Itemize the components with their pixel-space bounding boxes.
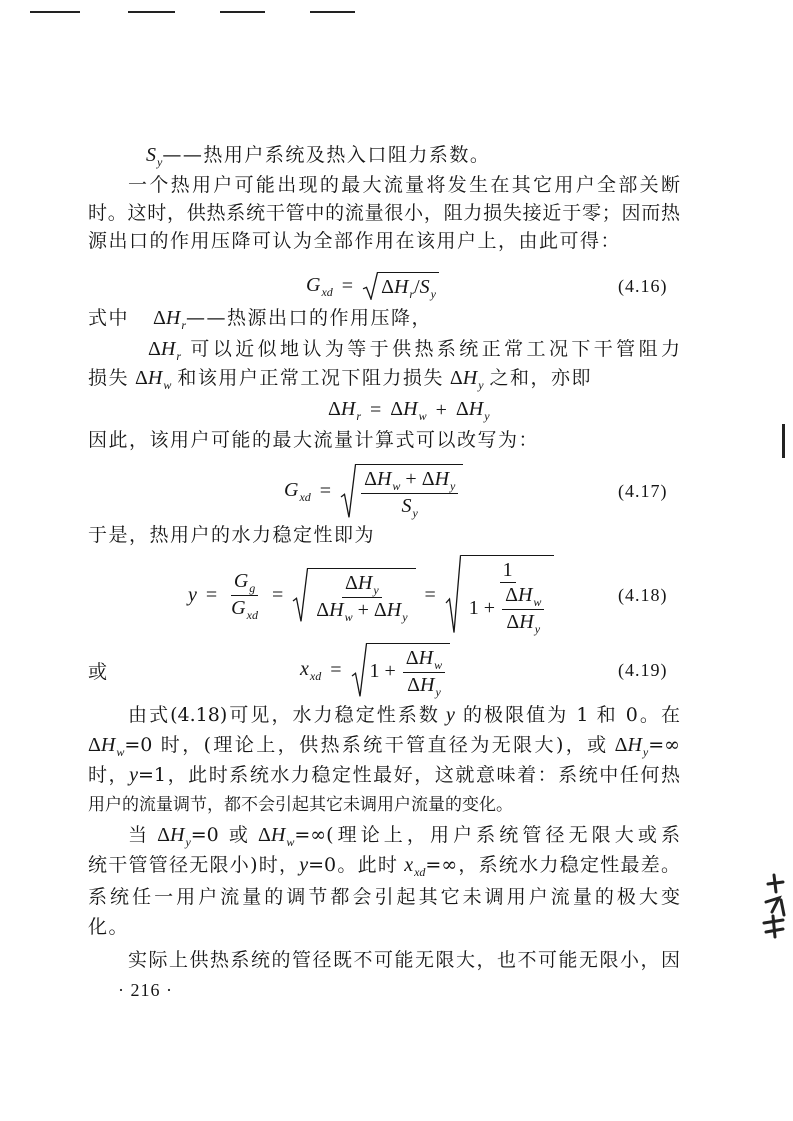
equals-sign: =: [319, 480, 332, 502]
subscript-w: w: [434, 657, 443, 672]
paragraph-line: [88, 761, 680, 789]
subscript-r: r: [181, 318, 187, 332]
margin-bar-mark: [782, 424, 785, 458]
paragraph-line: 因此，该用户可能的最大流量计算式可以改写为：: [88, 429, 540, 451]
equation-body: [188, 553, 554, 637]
line-text: 和该用户正常工况下阻力损失: [177, 367, 444, 389]
square-root: [340, 464, 463, 519]
s-y-symbol: [146, 144, 163, 169]
h-symbol: H: [160, 338, 176, 360]
paragraph-line: [148, 335, 680, 363]
h-symbol: H: [147, 367, 163, 389]
equation-4-19: [0, 643, 793, 697]
delta-symbol: Δ: [88, 734, 101, 756]
radical-sign-icon: [351, 643, 367, 698]
fraction: [228, 570, 261, 621]
paragraph-line: 化。: [88, 916, 130, 938]
paragraph-line: 实际上供热系统的管径既不可能无限大，也不可能无限小，因: [128, 949, 680, 971]
radical-sign-icon: [340, 464, 356, 519]
one-digit: 1: [468, 597, 479, 620]
subscript-r: r: [409, 287, 415, 301]
g-symbol: G: [284, 479, 299, 501]
line-text: =∞，系统水力稳定性最差。: [425, 854, 680, 876]
y-symbol: y: [299, 854, 309, 876]
dh-y: [506, 611, 541, 636]
equals-sign: =: [271, 584, 284, 606]
delta-symbol: Δ: [364, 467, 377, 490]
delta-symbol: Δ: [148, 338, 161, 360]
h-symbol: H: [517, 584, 533, 606]
equation-body: [328, 396, 490, 424]
g-xd: [306, 274, 333, 298]
radicand: [356, 464, 463, 519]
line-text: 损失: [88, 367, 130, 389]
paragraph-line: 用户的流量调节，都不会引起其它未调用户流量的变化。: [88, 795, 513, 815]
subscript-y: y: [478, 378, 484, 392]
one-digit: 1: [502, 559, 513, 581]
numerator: [500, 559, 516, 583]
paragraph-line: [128, 821, 680, 849]
delta-symbol: Δ: [407, 673, 420, 696]
dh-y: [373, 598, 408, 624]
dh-r: [153, 307, 187, 332]
line-text: 可以近似地认为等于供热系统正常工况下干管阻力: [187, 338, 680, 360]
slash-sign: /: [414, 276, 420, 298]
equation-4-17: [0, 462, 793, 520]
numerator: [231, 570, 258, 596]
paragraph-line: [88, 364, 592, 392]
paragraph-line: 时。这时，供热系统干管中的流量很小，阻力损失接近于零；因而热: [88, 202, 680, 224]
fraction: [361, 468, 458, 519]
x-xd: [300, 658, 321, 682]
subscript-y: y: [642, 745, 649, 759]
h-symbol: H: [340, 398, 356, 420]
subscript-xd: xd: [309, 669, 322, 683]
h-symbol: H: [403, 398, 418, 420]
g-symbol: G: [233, 569, 249, 592]
h-symbol: H: [462, 367, 478, 389]
delta-symbol: Δ: [505, 584, 518, 606]
denominator: [466, 583, 550, 635]
dh-w: [88, 734, 125, 759]
h-symbol: H: [627, 734, 642, 756]
plus-sign: +: [405, 467, 417, 490]
h-symbol: H: [329, 598, 344, 621]
fraction: [466, 559, 550, 635]
dh-y: [614, 734, 649, 759]
h-symbol: H: [357, 571, 373, 594]
line-text: 统干管管径无限小)时，: [88, 854, 300, 876]
radical-sign-icon: [292, 568, 308, 623]
delta-symbol: Δ: [328, 398, 341, 420]
radical-sign-icon: [445, 555, 461, 635]
paragraph-line: 系统任一用户流量的调节都会引起其它未调用户流量的极大变: [88, 886, 680, 908]
x-xd: [404, 854, 426, 879]
one-digit: 1: [369, 659, 380, 682]
numerator: [361, 468, 458, 494]
h-symbol: H: [386, 598, 402, 621]
g-symbol: G: [231, 596, 246, 619]
h-symbol: H: [270, 824, 286, 846]
equation-body: [300, 643, 450, 697]
s-symbol: S: [146, 144, 156, 166]
delta-symbol: Δ: [345, 571, 358, 594]
delta-symbol: Δ: [381, 276, 394, 298]
equals-sign: =: [424, 584, 436, 606]
radicand: [367, 643, 451, 698]
subscript-xd: xd: [299, 490, 311, 504]
equation-4-18: [0, 553, 793, 637]
subscript-w: w: [116, 745, 125, 759]
top-rule: [220, 11, 265, 13]
h-symbol: H: [100, 734, 116, 756]
subscript-xd: xd: [321, 285, 333, 299]
dh-y: [157, 824, 191, 849]
delta-symbol: Δ: [390, 398, 404, 420]
line-text: =0 或: [190, 824, 253, 846]
dh-y: [421, 467, 456, 493]
delta-symbol: Δ: [157, 824, 170, 846]
dh-w: [316, 598, 353, 624]
square-root: [362, 272, 439, 300]
dh-r: [328, 398, 361, 422]
radicand: [308, 568, 415, 623]
subscript-w: w: [163, 378, 172, 392]
subscript-y: y: [373, 582, 379, 597]
delta-symbol: Δ: [455, 398, 469, 420]
line-text: 的极限值为 1 和 0。在: [460, 704, 680, 726]
paragraph-line: [88, 851, 680, 879]
equation-body: [306, 268, 439, 304]
plus-sign: +: [435, 399, 447, 421]
delta-symbol: Δ: [373, 598, 387, 621]
line-text: 时，: [88, 764, 130, 786]
symbol-definition-sy: [146, 141, 490, 169]
square-root: [445, 555, 555, 635]
plus-sign: +: [384, 659, 396, 682]
dh-y: [407, 673, 441, 699]
dh-y: [456, 398, 490, 422]
delta-symbol: Δ: [258, 824, 271, 846]
equals-sign: =: [330, 659, 342, 681]
h-symbol: H: [169, 824, 185, 846]
square-root: [351, 643, 451, 698]
subscript-w: w: [344, 609, 353, 624]
subscript-y: y: [484, 409, 490, 423]
subscript-y: y: [412, 505, 418, 520]
where-label: 式中: [88, 307, 130, 329]
top-rule: [310, 11, 355, 13]
handwritten-margin-mark-icon: [758, 872, 790, 940]
radicand: [461, 555, 555, 635]
delta-symbol: Δ: [316, 598, 330, 621]
y-symbol: y: [188, 584, 197, 606]
h-symbol: H: [165, 307, 181, 329]
subscript-w: w: [418, 409, 427, 423]
delta-symbol: Δ: [135, 367, 148, 389]
or-label: 或: [88, 660, 108, 683]
subscript-y: y: [157, 155, 163, 169]
delta-symbol: Δ: [153, 307, 166, 329]
equation-4-16: [0, 268, 793, 304]
numerator: [502, 584, 544, 610]
g-xd: [284, 479, 311, 503]
top-rule: [128, 11, 175, 13]
equation-number: (4.18): [618, 584, 668, 605]
h-symbol: H: [418, 646, 434, 669]
h-symbol: H: [519, 611, 534, 633]
denominator: [313, 598, 410, 623]
s-symbol: S: [419, 276, 430, 298]
subscript-y: y: [450, 478, 456, 493]
dh-w: [258, 824, 295, 849]
square-root: [292, 568, 415, 623]
definition-text: ——热用户系统及热入口阻力系数。: [162, 144, 491, 166]
dh-w: [135, 367, 172, 392]
line-text: =∞: [648, 734, 680, 756]
dh-w: [505, 584, 542, 609]
radical-sign-icon: [362, 272, 378, 300]
paragraph-line: [88, 731, 680, 759]
equation-body: [284, 462, 463, 520]
h-symbol: H: [468, 398, 484, 420]
paragraph-line: 一个热用户可能出现的最大流量将发生在其它用户全部关断: [128, 174, 680, 196]
dh-w: [364, 467, 401, 493]
x-symbol: x: [404, 854, 414, 876]
equals-sign: =: [341, 275, 354, 297]
delta-symbol: Δ: [449, 367, 463, 389]
equation-number: (4.16): [618, 275, 668, 296]
subscript-y: y: [435, 684, 441, 699]
subscript-r: r: [356, 409, 361, 423]
equation-number: (4.17): [618, 480, 668, 501]
x-symbol: x: [300, 658, 309, 680]
where-text: ——热源出口的作用压降，: [186, 307, 433, 329]
dh-y: [345, 571, 379, 597]
subscript-xd: xd: [414, 865, 426, 879]
denominator: [503, 610, 543, 635]
line-text: 之和，亦即: [489, 367, 593, 389]
where-line: [88, 304, 432, 332]
numerator: [342, 572, 382, 598]
equation-sum: [0, 396, 793, 424]
radicand: [378, 272, 439, 300]
h-symbol: H: [434, 467, 450, 490]
line-text: =1，此时系统水力稳定性最好，这就意味着：系统中任何热: [138, 764, 680, 786]
denominator: [228, 596, 261, 621]
line-text: =0。此时: [308, 854, 399, 876]
dh-y: [449, 367, 484, 392]
h-symbol: H: [376, 467, 392, 490]
delta-symbol: Δ: [421, 467, 435, 490]
page-number: · 216 ·: [118, 980, 173, 1000]
plus-sign: +: [483, 597, 496, 620]
subscript-w: w: [533, 595, 542, 609]
h-symbol: H: [420, 673, 435, 696]
equation-number: (4.19): [618, 659, 668, 680]
line-text: =0 时，(理论上，供热系统干管直径为无限大)，或: [124, 734, 609, 756]
fraction: [313, 572, 410, 623]
g-symbol: G: [306, 274, 321, 296]
denominator: [399, 494, 421, 519]
dh-r: [381, 276, 415, 301]
dh-r: [148, 338, 181, 363]
subscript-y: y: [430, 287, 436, 301]
plus-sign: +: [357, 598, 369, 621]
numerator: [403, 647, 445, 673]
subscript-w: w: [286, 835, 295, 849]
dh-w: [390, 398, 426, 422]
dh-w: [405, 646, 443, 672]
delta-symbol: Δ: [405, 646, 419, 669]
subscript-xd: xd: [246, 607, 258, 622]
subscript-w: w: [392, 478, 401, 493]
top-rule: [30, 11, 80, 13]
subscript-g: g: [249, 580, 256, 595]
subscript-r: r: [176, 349, 181, 363]
subscript-y: y: [534, 622, 541, 636]
line-text: 由式(4.18)可见，水力稳定性系数: [128, 704, 440, 726]
equals-sign: =: [370, 399, 382, 421]
delta-symbol: Δ: [614, 734, 628, 756]
denominator: [404, 673, 444, 698]
y-symbol: y: [446, 704, 455, 726]
fraction: [502, 584, 544, 635]
line-text: 当: [128, 824, 152, 846]
s-y: [419, 276, 436, 301]
paragraph-line: 于是，热用户的水力稳定性即为: [88, 524, 376, 546]
s-symbol: S: [401, 494, 412, 517]
fraction: [403, 647, 445, 698]
subscript-y: y: [402, 609, 408, 624]
paragraph-line: 源出口的作用压降可认为全部作用在该用户上，由此可得：: [88, 230, 622, 252]
paragraph-line: [128, 701, 680, 729]
delta-symbol: Δ: [506, 611, 520, 633]
line-text: =∞(理论上，用户系统管径无限大或系: [294, 824, 680, 846]
y-symbol: y: [129, 764, 139, 786]
equals-sign: =: [205, 584, 218, 606]
subscript-y: y: [185, 835, 191, 849]
h-symbol: H: [393, 276, 409, 298]
